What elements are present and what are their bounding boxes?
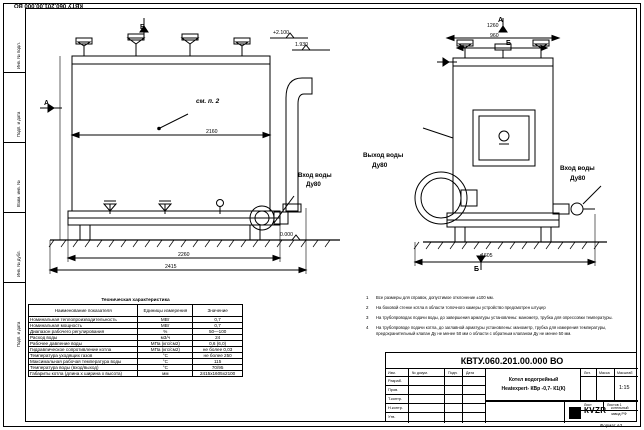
lit-header: Лит. — [584, 370, 591, 375]
note-number: 1 — [366, 295, 369, 300]
title-block — [385, 352, 637, 422]
spec-cell: не более 250 — [193, 353, 243, 359]
front-section-letter-v: В — [140, 24, 146, 31]
dim-1605: 1605 — [481, 253, 493, 259]
note-text: Все размеры для справок, допустимое отклонение ±100 мм. — [376, 295, 494, 300]
scale-value: 1:15 — [619, 385, 630, 391]
dim-1260: 1260 — [487, 23, 499, 29]
spec-table-header-row — [29, 305, 243, 317]
side-water-outlet-label: Выход воды — [363, 152, 404, 159]
note-number: 2 — [366, 305, 369, 310]
spec-cell: 2415х1605х2100 — [193, 371, 243, 377]
spec-cell: 50—100 — [193, 329, 243, 335]
margin-cell — [3, 213, 25, 283]
note-number: 3 — [366, 315, 369, 320]
note-text: На боковой стенке котла в области топочного камеры устройство предсмотрен штуцер — [376, 305, 546, 310]
company-sub-1: котельный — [611, 406, 629, 410]
spec-cell: Диапазон рабочего регулирования — [29, 329, 138, 335]
personnel-header-row — [386, 369, 486, 377]
front-water-inlet-dn: Ду80 — [306, 181, 321, 188]
sheets-count: Листов 1 — [607, 403, 622, 407]
notes-block — [366, 295, 636, 341]
spec-cell: Температура воды (вход/выход) — [29, 365, 138, 371]
margin-cell — [3, 143, 25, 213]
spec-table — [28, 304, 243, 377]
side-water-inlet-label: Вход воды — [560, 165, 595, 172]
spec-table-block — [28, 298, 243, 377]
spec-cell: Рабочее давление воды — [29, 341, 138, 347]
lit-header-row — [581, 369, 638, 377]
col-docnum: № докум. — [412, 370, 428, 375]
spec-cell: Расход воды — [29, 335, 138, 341]
margin-label: Инв. № дубл. — [16, 250, 21, 277]
note-number: 4 — [366, 325, 369, 330]
lit-value-row — [581, 377, 638, 401]
spec-cell: МПа (кгс/см2) — [138, 347, 193, 353]
side-water-outlet-dn: Ду80 — [372, 162, 388, 169]
dim-2415: 2415 — [165, 264, 177, 270]
spec-header-cell: Значение — [193, 305, 243, 317]
spec-table-row — [29, 371, 243, 377]
front-view-drawing — [40, 18, 380, 293]
personnel-row — [386, 413, 486, 423]
spec-cell: МПа (кгс/см2) — [138, 341, 193, 347]
spec-cell: % — [138, 329, 193, 335]
col-podp: Подп. — [448, 370, 458, 375]
spec-table-title: Техническая характеристика — [101, 298, 170, 303]
spec-cell: Габариты котла (длина x ширина x высота) — [29, 371, 138, 377]
col-data: Дата — [466, 370, 474, 375]
spec-cell: °С — [138, 359, 193, 365]
role-label: Н.контр. — [388, 405, 403, 410]
drawing-number: КВТУ.060.201.00.000 ВО — [460, 356, 564, 366]
company-logo-cell — [564, 402, 638, 423]
front-water-inlet-label: Вход воды — [298, 172, 332, 179]
spec-cell: Номинальная мощность — [29, 323, 138, 329]
object-name-2: Heatexpert- КВр -0,7- К1(К) — [501, 386, 566, 392]
spec-cell: м3/ч — [138, 335, 193, 341]
spec-cell: 70/95 — [193, 365, 243, 371]
personnel-row — [386, 404, 486, 413]
scale-header: Масштаб — [617, 370, 633, 375]
elevation-2100: +2.100 — [273, 30, 290, 36]
role-label: Т.контр. — [388, 396, 403, 401]
front-section-letter-a: А — [44, 100, 50, 107]
dim-960: 960 — [490, 33, 499, 39]
margin-label: Инв. № подл. — [16, 42, 21, 69]
logo-mark-icon — [569, 407, 581, 419]
margin-label: Взам. инв. № — [16, 180, 21, 207]
personnel-row — [386, 386, 486, 395]
object-name-cell — [486, 369, 581, 401]
company-sub-2: завод РФ — [611, 412, 627, 416]
role-label: Пров. — [388, 387, 399, 392]
spec-cell: 0,6 (6,0) — [193, 341, 243, 347]
dim-2260: 2260 — [178, 252, 190, 258]
margin-label: Подп. и дата — [16, 321, 21, 347]
company-name: КVZR — [584, 406, 607, 415]
spec-cell: Гидравлическое сопротивление котла — [29, 347, 138, 353]
margin-cell — [3, 3, 25, 73]
spec-cell: МВт — [138, 323, 193, 329]
margin-cell — [3, 73, 25, 143]
spec-cell: °С — [138, 365, 193, 371]
spec-cell: 24 — [193, 335, 243, 341]
side-section-letter-b-bottom: Б — [474, 266, 480, 273]
spec-header-cell: Единицы измерения — [138, 305, 193, 317]
spec-cell: МВт — [138, 317, 193, 323]
role-label: Утв. — [388, 414, 396, 419]
spec-cell: Температура уходящих газов — [29, 353, 138, 359]
note-text: На трубопроводе подачи котла, до заглавной арматуры установлены: манометр, трубка для измерения температуры, предохранительный клапан Ду не менее 50 мм о области с обратным клапаном Ду не менее 50 мм. — [376, 325, 607, 336]
spec-header-cell: Наименование показателя — [29, 305, 138, 317]
sheet-top-label: КВТУ 060.201.00.000 ВО — [13, 2, 83, 8]
object-name-1: Котел водогрейный — [508, 377, 559, 383]
col-izm: Изм. — [388, 370, 396, 375]
company-block — [486, 401, 638, 423]
spec-cell: не более 0,03 — [193, 347, 243, 353]
see-item-label: см. п. 2 — [196, 98, 220, 105]
role-label: Разраб. — [388, 378, 403, 383]
elevation-0000: 0.000 — [280, 232, 293, 238]
margin-label: Подп. и дата — [16, 111, 21, 137]
personnel-rows — [386, 377, 486, 423]
sheet-label: Лист — [584, 403, 592, 407]
sheet-format: Формат A3 — [600, 423, 623, 428]
margin-cell — [3, 283, 25, 422]
personnel-row — [386, 395, 486, 404]
spec-cell: Номинальная теплопроизводительность — [29, 317, 138, 323]
elevation-1930: 1.930 — [295, 42, 308, 48]
side-water-inlet-dn: Ду80 — [570, 175, 586, 182]
spec-cell: 115 — [193, 359, 243, 365]
drawing-number-row — [386, 353, 638, 369]
personnel-column — [386, 369, 486, 423]
spec-cell: мм — [138, 371, 193, 377]
mass-header: Масса — [599, 370, 610, 375]
note-text: На трубопроводах подачи воды, до завершения арматуры установлены: манометр, трубка для опрессовки температуры. — [376, 315, 613, 320]
side-section-letter-b-top: Б — [506, 40, 512, 47]
side-view-drawing — [395, 18, 635, 293]
side-section-letter-a: А — [498, 17, 504, 24]
spec-cell: Максимальная рабочая температура воды — [29, 359, 138, 365]
personnel-row — [386, 377, 486, 386]
dim-2160: 2160 — [206, 129, 218, 135]
spec-cell: 0,7 — [193, 323, 243, 329]
spec-cell: 0,7 — [193, 317, 243, 323]
spec-cell: °С — [138, 353, 193, 359]
